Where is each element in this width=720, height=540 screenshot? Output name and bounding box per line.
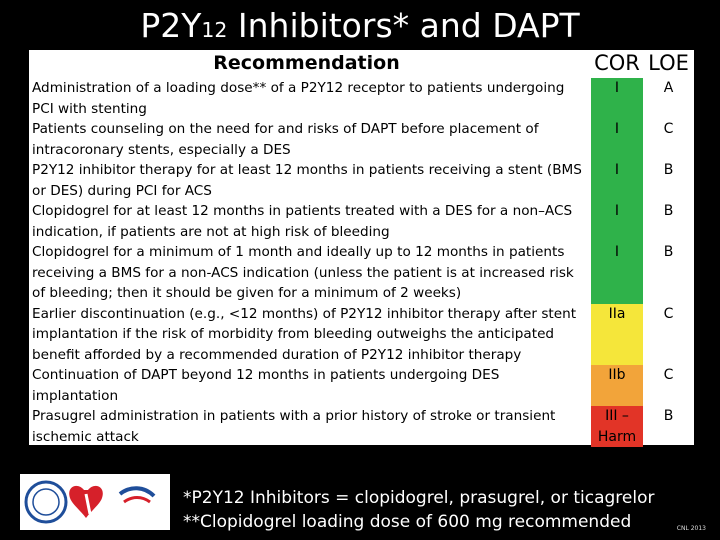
footnotes xyxy=(183,486,654,534)
cor-cell: I xyxy=(591,119,643,160)
table-row xyxy=(29,201,694,242)
recommendation-text: Continuation of DAPT beyond 12 months in patients undergoing DES implantation xyxy=(32,367,500,404)
header-recommendation: Recommendation xyxy=(213,52,400,74)
loe-cell: C xyxy=(663,367,674,383)
recommendation-text: Prasugrel administration in patients with a prior history of stroke or transient ischemic attack xyxy=(32,408,556,445)
recommendation-text: Administration of a loading dose** of a P2Y12 receptor to patients undergoing PCI with stenting xyxy=(32,80,565,117)
table-row xyxy=(29,242,694,304)
footnote-2: **Clopidogrel loading dose of 600 mg recommended xyxy=(183,512,632,532)
cor-cell: I xyxy=(591,201,643,242)
loe-cell: B xyxy=(663,203,674,219)
aha-heart-icon xyxy=(69,486,103,518)
scai-arc-icon xyxy=(120,488,154,496)
table-row xyxy=(29,160,694,201)
loe-cell: C xyxy=(663,305,674,322)
recommendation-text: Clopidogrel for a minimum of 1 month and ideally up to 12 months in patients receiving a BMS for a non-ACS indication (unless the patient is at increased risk of bleeding; then it should be given for a minimum of 2 weeks) xyxy=(32,244,574,301)
header-cor: COR xyxy=(594,51,640,75)
header-loe: LOE xyxy=(648,51,689,75)
cor-cell: I xyxy=(591,78,643,119)
recommendation-text: Earlier discontinuation (e.g., <12 months) of P2Y12 inhibitor therapy after stent implantation if the risk of morbidity from bleeding outweighs the anticipated benefit afforded by a recommended duration of P2Y12 inhibitor therapy xyxy=(32,305,577,363)
acc-seal-icon xyxy=(26,482,66,522)
cor-cell: III – Harm xyxy=(591,406,643,447)
logos-image xyxy=(20,474,170,530)
loe-cell: B xyxy=(663,244,674,260)
recommendation-text: Patients counseling on the need for and risks of DAPT before placement of intracoronary stents, especially a DES xyxy=(32,121,539,158)
slide-title: P2Y12 Inhibitors* and DAPT xyxy=(140,6,580,45)
recommendation-text: Clopidogrel for at least 12 months in patients treated with a DES for a non–ACS indication, if patients are not at high risk of bleeding xyxy=(32,203,573,240)
table-body xyxy=(29,78,694,447)
footnote-1: *P2Y12 Inhibitors = clopidogrel, prasugrel, or ticagrelor xyxy=(183,488,655,508)
recommendation-text: P2Y12 inhibitor therapy for at least 12 months in patients receiving a stent (BMS or DES) during PCI for ACS xyxy=(32,162,582,199)
loe-cell: B xyxy=(663,162,674,178)
table-row xyxy=(29,304,694,366)
loe-cell: B xyxy=(663,408,674,424)
table-row xyxy=(29,78,694,119)
copyright: CNL 2013 xyxy=(676,525,706,532)
table-row xyxy=(29,365,694,406)
cor-cell: IIb xyxy=(591,365,643,406)
loe-cell: A xyxy=(663,80,674,96)
loe-cell: C xyxy=(663,121,674,137)
table-row xyxy=(29,406,694,447)
society-logos xyxy=(20,474,170,530)
table-row xyxy=(29,119,694,160)
cor-cell: IIa xyxy=(591,304,643,366)
cor-cell: I xyxy=(591,242,643,304)
cor-cell: I xyxy=(591,160,643,201)
recommendation-table xyxy=(29,50,694,445)
